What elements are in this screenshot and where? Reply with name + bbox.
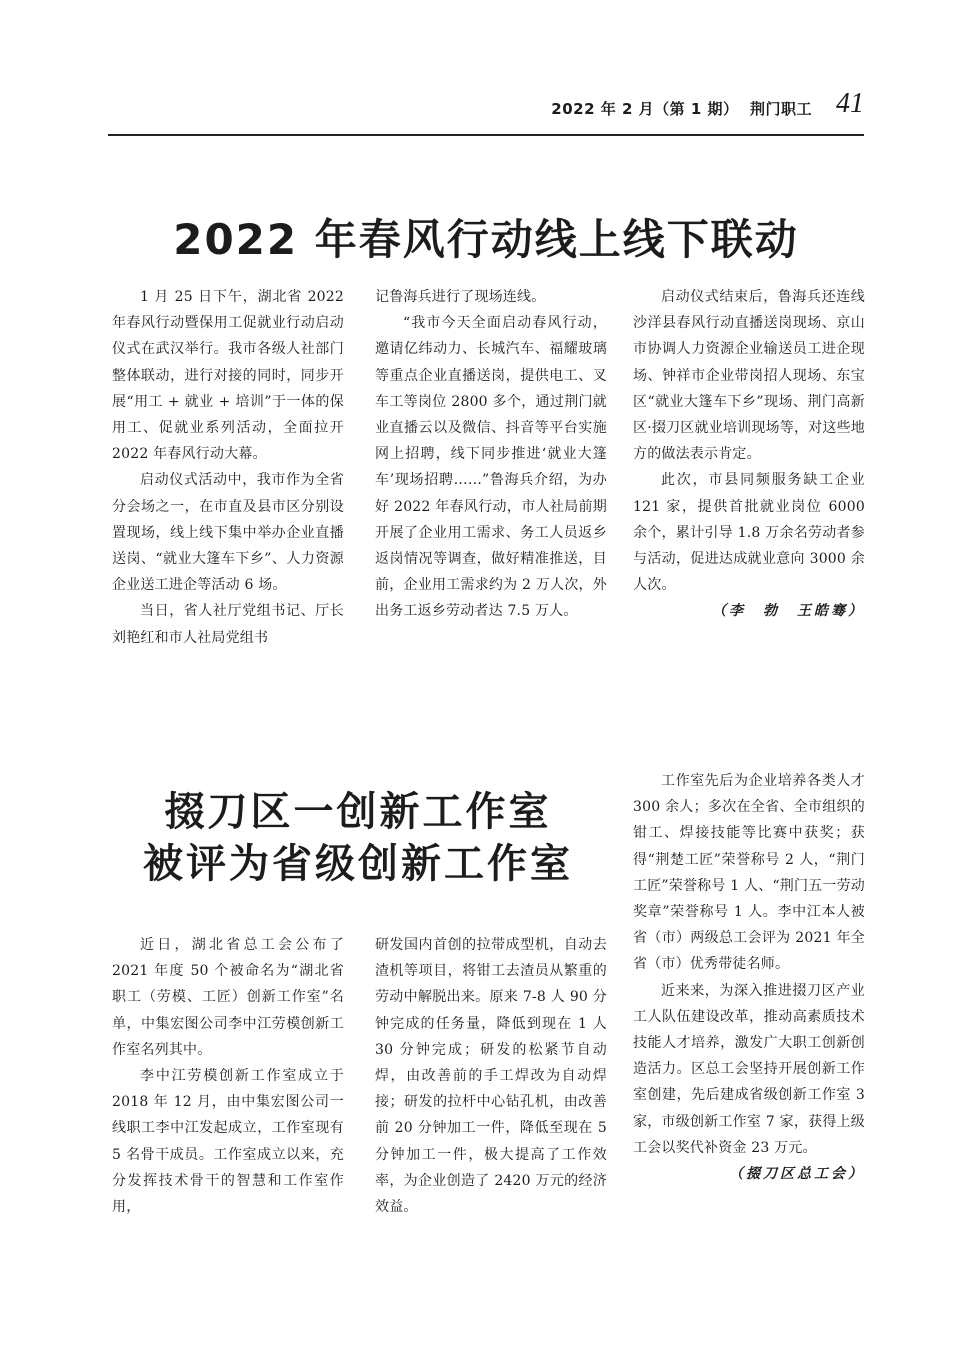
article2-column-2	[375, 932, 607, 1220]
issue-date: 2022 年 2 月（第 1 期）	[551, 100, 739, 118]
article2-column-1	[112, 932, 344, 1220]
header-rule	[108, 134, 864, 136]
magazine-name: 荆门职工	[749, 100, 812, 118]
article1-column-3	[633, 284, 865, 625]
article2-column-3	[633, 768, 865, 1187]
article1-byline: （李 勃 王皓骞）	[712, 603, 865, 620]
article2-paragraph: 近日，湖北省总工会公布了 2021 年度 50 个被命名为“湖北省职工（劳模、工匠）创新工作室”名单，中集宏图公司李中江劳模创新工作室名列其中。	[112, 937, 344, 1058]
article1-paragraph: 记鲁海兵进行了现场连线。	[375, 289, 546, 305]
article1-paragraph: 此次，市县同频服务缺工企业 121 家，提供首批就业岗位 6000 余个，累计引导 1.8 万余名劳动者参与活动，促进达成就业意向 3000 余人次。	[633, 472, 865, 594]
article1-paragraph: “我市今天全面启动春风行动，邀请亿纬动力、长城汽车、福耀玻璃等重点企业直播送岗，提供电工、叉车工等岗位 2800 多个，通过荆门就业直播云以及微信、抖音等平台实施网上招聘，线下同步推进‘就业大篷车’现场招聘……”鲁海兵介绍，为办好 2022 年春风行动，市人社局前期开展了企业用工需求、务工人员返乡返岗情况等调查，做好精准推送，目前，企业用工需求约为 2 万人次，外出务工返乡劳动者达 7.5 万人。	[375, 315, 607, 620]
header-issue-info	[551, 98, 812, 119]
article1-paragraph: 当日，省人社厅党组书记、厅长刘艳红和市人社局党组书	[112, 603, 344, 646]
article2-title-line-1: 掇刀区一创新工作室	[164, 788, 552, 835]
article1-title: 2022 年春风行动线上线下联动	[173, 215, 799, 264]
article1-paragraph: 1 月 25 日下午，湖北省 2022 年春风行动暨保用工促就业行动启动仪式在武汉举行。我市各级人社部门整体联动，进行对接的同时，同步开展“用工 + 就业 + 培训”于一体的保用工、促就业系列活动，全面拉开 2022 年春风行动大幕。	[112, 289, 344, 463]
article1-column-1	[112, 284, 344, 651]
article1-paragraph: 启动仪式活动中，我市作为全省分会场之一，在市直及县市区分别设置现场，线上线下集中举办企业直播送岗、“就业大篷车下乡”、人力资源企业送工进企等活动 6 场。	[112, 472, 344, 594]
article2-byline: （掇刀区总工会）	[729, 1166, 865, 1183]
article2-paragraph: 工作室先后为企业培养各类人才 300 余人；多次在全省、全市组织的钳工、焊接技能等比赛中获奖；获得“荆楚工匠”荣誉称号 2 人，“荆门工匠”荣誉称号 1 人、“荆门五一劳动奖章”荣誉称号 1 人。李中江本人被省（市）两级总工会评为 2021 年全省（市）优秀带徒名师。	[633, 773, 865, 973]
article1-column-2	[375, 284, 607, 625]
article2-paragraph	[633, 978, 865, 1183]
page-number: 41	[836, 88, 864, 119]
article2-paragraph: 李中江劳模创新工作室成立于 2018 年 12 月，由中集宏图公司一线职工李中江发起成立，工作室现有 5 名骨干成员。工作室成立以来，充分发挥技术骨干的智慧和工作室作用，	[112, 1068, 344, 1216]
article2-paragraph: 研发国内首创的拉带成型机，自动去渣机等项目，将钳工去渣员从繁重的劳动中解脱出来。原来 7-8 人 90 分钟完成的任务量，降低到现在 1 人 30 分钟完成；研发的松紧节自动焊，由改善前的手工焊改为自动焊接；研发的拉杆中心钻孔机，由改善前 20 分钟加工一件，降低至现在 5 分钟加工一件，极大提高了工作效率，为企业创造了 2420 万元的经济效益。	[375, 937, 607, 1216]
article2-title	[108, 786, 608, 890]
article1-paragraph: 启动仪式结束后，鲁海兵还连线沙洋县春风行动直播送岗现场、京山市协调人力资源企业输送员工进企现场、钟祥市企业带岗招人现场、东宝区“就业大篷车下乡”现场、荆门高新区·掇刀区就业培训现场等，对这些地方的做法表示肯定。	[633, 289, 865, 463]
article2-title-line-2: 被评为省级创新工作室	[143, 840, 573, 887]
article2-paragraph-text: 近来来，为深入推进掇刀区产业工人队伍建设改革，推动高素质技术技能人才培养，激发广大职工创新创造活力。区总工会坚持开展创新工作室创建，先后建成省级创新工作室 3 家，市级创新工作室 7 家，获得上级工会以奖代补资金 23 万元。	[633, 982, 865, 1156]
